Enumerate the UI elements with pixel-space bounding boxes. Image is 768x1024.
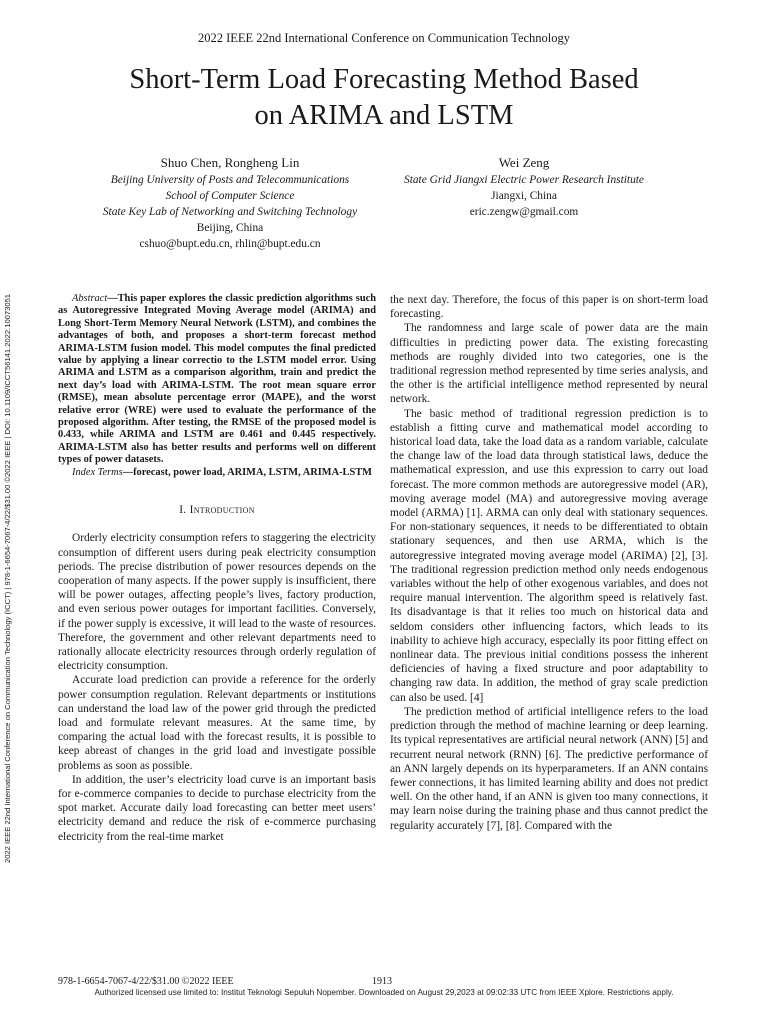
author-email: cshuo@bupt.edu.cn, rhlin@bupt.edu.cn (139, 238, 321, 250)
author-location: Beijing, China (196, 222, 264, 234)
author-name: Shuo Chen, Rongheng Lin (160, 155, 300, 170)
author-email: eric.zengw@gmail.com (469, 206, 579, 218)
right-column (390, 293, 708, 833)
abstract-label: Abstract (72, 293, 108, 304)
abstract-text: This paper explores the classic prediction algorithms such as Autoregressive Integrated Moving Average model (ARIMA) and Long Short-Term Memory Neural Network (LSTM), and combines the advantages of both, and proposes a short-term forecast method ARIMA-LSTM fusion model. This model computes the final predicted value by applying a linear correctio to the LSTM model error. Using ARIMA and LSTM as a comparison algorithm, train and predict the next day’s load with ARIMA-LSTM. The root mean square error (RMSE), mean absolute percentage error (MAPE), and the worst relative error (WRE) were used to evaluate the performance of the proposed algorithm. After testing, the RMSE of the proposed model is 0.433, while ARIMA and LSTM are 0.461 and 0.445 respectively. ARIMA-LSTM also has better results and performs well on different types of power datasets. (58, 293, 376, 466)
footer-isbn: 978-1-6654-7067-4/22/$31.00 ©2022 IEEE (58, 976, 234, 987)
author-block-1 (60, 154, 400, 252)
author-name: Wei Zeng (498, 155, 550, 170)
authorized-use-notice: Authorized licensed use limited to: Institut Teknologi Sepuluh Nopember. Downloaded on August 29,2023 at 09:02:33 UTC from IEEE Xplore. Restrictions apply. (94, 988, 674, 997)
paragraph: The randomness and large scale of power data are the main difficulties in predicting power data. The existing forecasting methods are roughly divided into two categories, one is the traditional regression method represented by time series analysis, and the other is the artificial intelligence method represented by neural network. (390, 322, 708, 406)
abstract-dash: — (107, 293, 118, 304)
section-numeral: I. (179, 504, 187, 517)
paragraph: The prediction method of artificial intelligence refers to the load prediction through the method of machine learning or deep learning. Its typical representatives are artificial neural network (ANN) [5] and recurrent neural network (RNN) [6]. The predictive performance of an ANN largely depends on its hyperparameters. If an ANN contains fewer connections, it has limited learning ability and does not predict well. On the other hand, if an ANN is given too many connections, it may learn noise during the training phase and thus cannot predict the regularity accurately [7], [8]. Compared with the (390, 705, 708, 832)
paper-title-line-1: Short-Term Load Forecasting Method Based (129, 64, 639, 95)
section-heading (58, 503, 376, 517)
index-terms (58, 467, 376, 479)
paragraph: Accurate load prediction can provide a reference for the orderly power consumption regulation. Relevant departments or institutions can understand the load law of the power grid through the predicted load and formulate relevant measures. At the same time, by comparing the actual load with the forecast results, it is possible to keep abreast of changes in the grid load and investigate possible problems as soon as possible. (58, 674, 376, 772)
index-terms-text: forecast, power load, ARIMA, LSTM, ARIMA-LSTM (133, 466, 372, 478)
paper-title-line-2: on ARIMA and LSTM (254, 100, 514, 131)
section-title: Introduction (189, 504, 255, 517)
paragraph: the next day. Therefore, the focus of this paper is on short-term load forecasting. (390, 294, 708, 321)
paragraph: In addition, the user’s electricity load curve is an important basis for e-commerce companies to decide to purchase electricity from the spot market. Accurate daily load forecasting can better meet users’ electricity demand and reduce the risk of e-commerce purchasing electricity from the real-time market (58, 773, 376, 843)
abstract (58, 293, 376, 467)
conference-header: 2022 IEEE 22nd International Conference on Communication Technology (197, 31, 571, 45)
author-location: Jiangxi, China (491, 190, 557, 202)
left-column (58, 293, 376, 844)
doi-sidebar (1, 244, 15, 912)
author-block-2 (374, 154, 674, 220)
doi-sidebar-text: 2022 IEEE 22nd International Conference on Communication Technology (ICCT) | 978-1-6654-7067-4/22/$31.00 ©2022 IEEE | DOI: 10.1109/ICCT56141.2022.10073051 (3, 293, 13, 863)
author-affiliation: Beijing University of Posts and Telecommunications (110, 174, 350, 186)
paper-title (0, 62, 768, 134)
paragraph: Orderly electricity consumption refers to staggering the electricity consumption of different users during peak electricity consumption periods. The precise distribution of power resources depends on the cooperation of many aspects. If the power supply is insufficient, there will be power outages, affecting people’s lives, factory production, and even serious power outages for important facilities. Conversely, if the power supply is excessive, it will lead to the waste of resources. Therefore, the government and other relevant departments need to rationally allocate electricity resources through orderly regulation of electricity consumption. (58, 532, 377, 673)
author-affiliation: State Grid Jiangxi Electric Power Research Institute (404, 174, 644, 186)
index-terms-label: Index Terms (72, 466, 123, 478)
index-terms-dash: — (122, 466, 134, 478)
paragraph: The basic method of traditional regression prediction is to establish a fitting curve and mathematical model according to historical load data, take the load data as a random variable, calculate the change law of the load data through statistical laws, deduce the mathematical expression, and use this expression to carry out load forecast. The more common methods are autoregressive model (AR), moving average model (MA) and autoregressive moving average model (ARMA) [1]. ARMA can only deal with stationary sequences. For non-stationary sequences, it needs to be differentiated to obtain stationary sequences, and then use ARMA, which is the autoregressive integrated moving average model (ARIMA) [2], [3]. The traditional regression prediction method only needs endogenous variables without the help of other exogenous variables, and does not require manual intervention. The algorithm speed is relatively fast. Its disadvantage is that it relies too much on historical data and seldom considers other influencing factors, which leads to its inability to achieve high accuracy, especially its poor fitting effect on nonlinear data. The previous initial conditions possess the inherent deficiencies of having a fixed structure and poor adaptability to changing raw data. In addition, the method of gray scale prediction can also be used. [4] (390, 407, 708, 704)
author-affiliation: State Key Lab of Networking and Switching Technology (102, 206, 358, 218)
page-number: 1913 (372, 976, 392, 987)
author-affiliation: School of Computer Science (165, 190, 295, 202)
